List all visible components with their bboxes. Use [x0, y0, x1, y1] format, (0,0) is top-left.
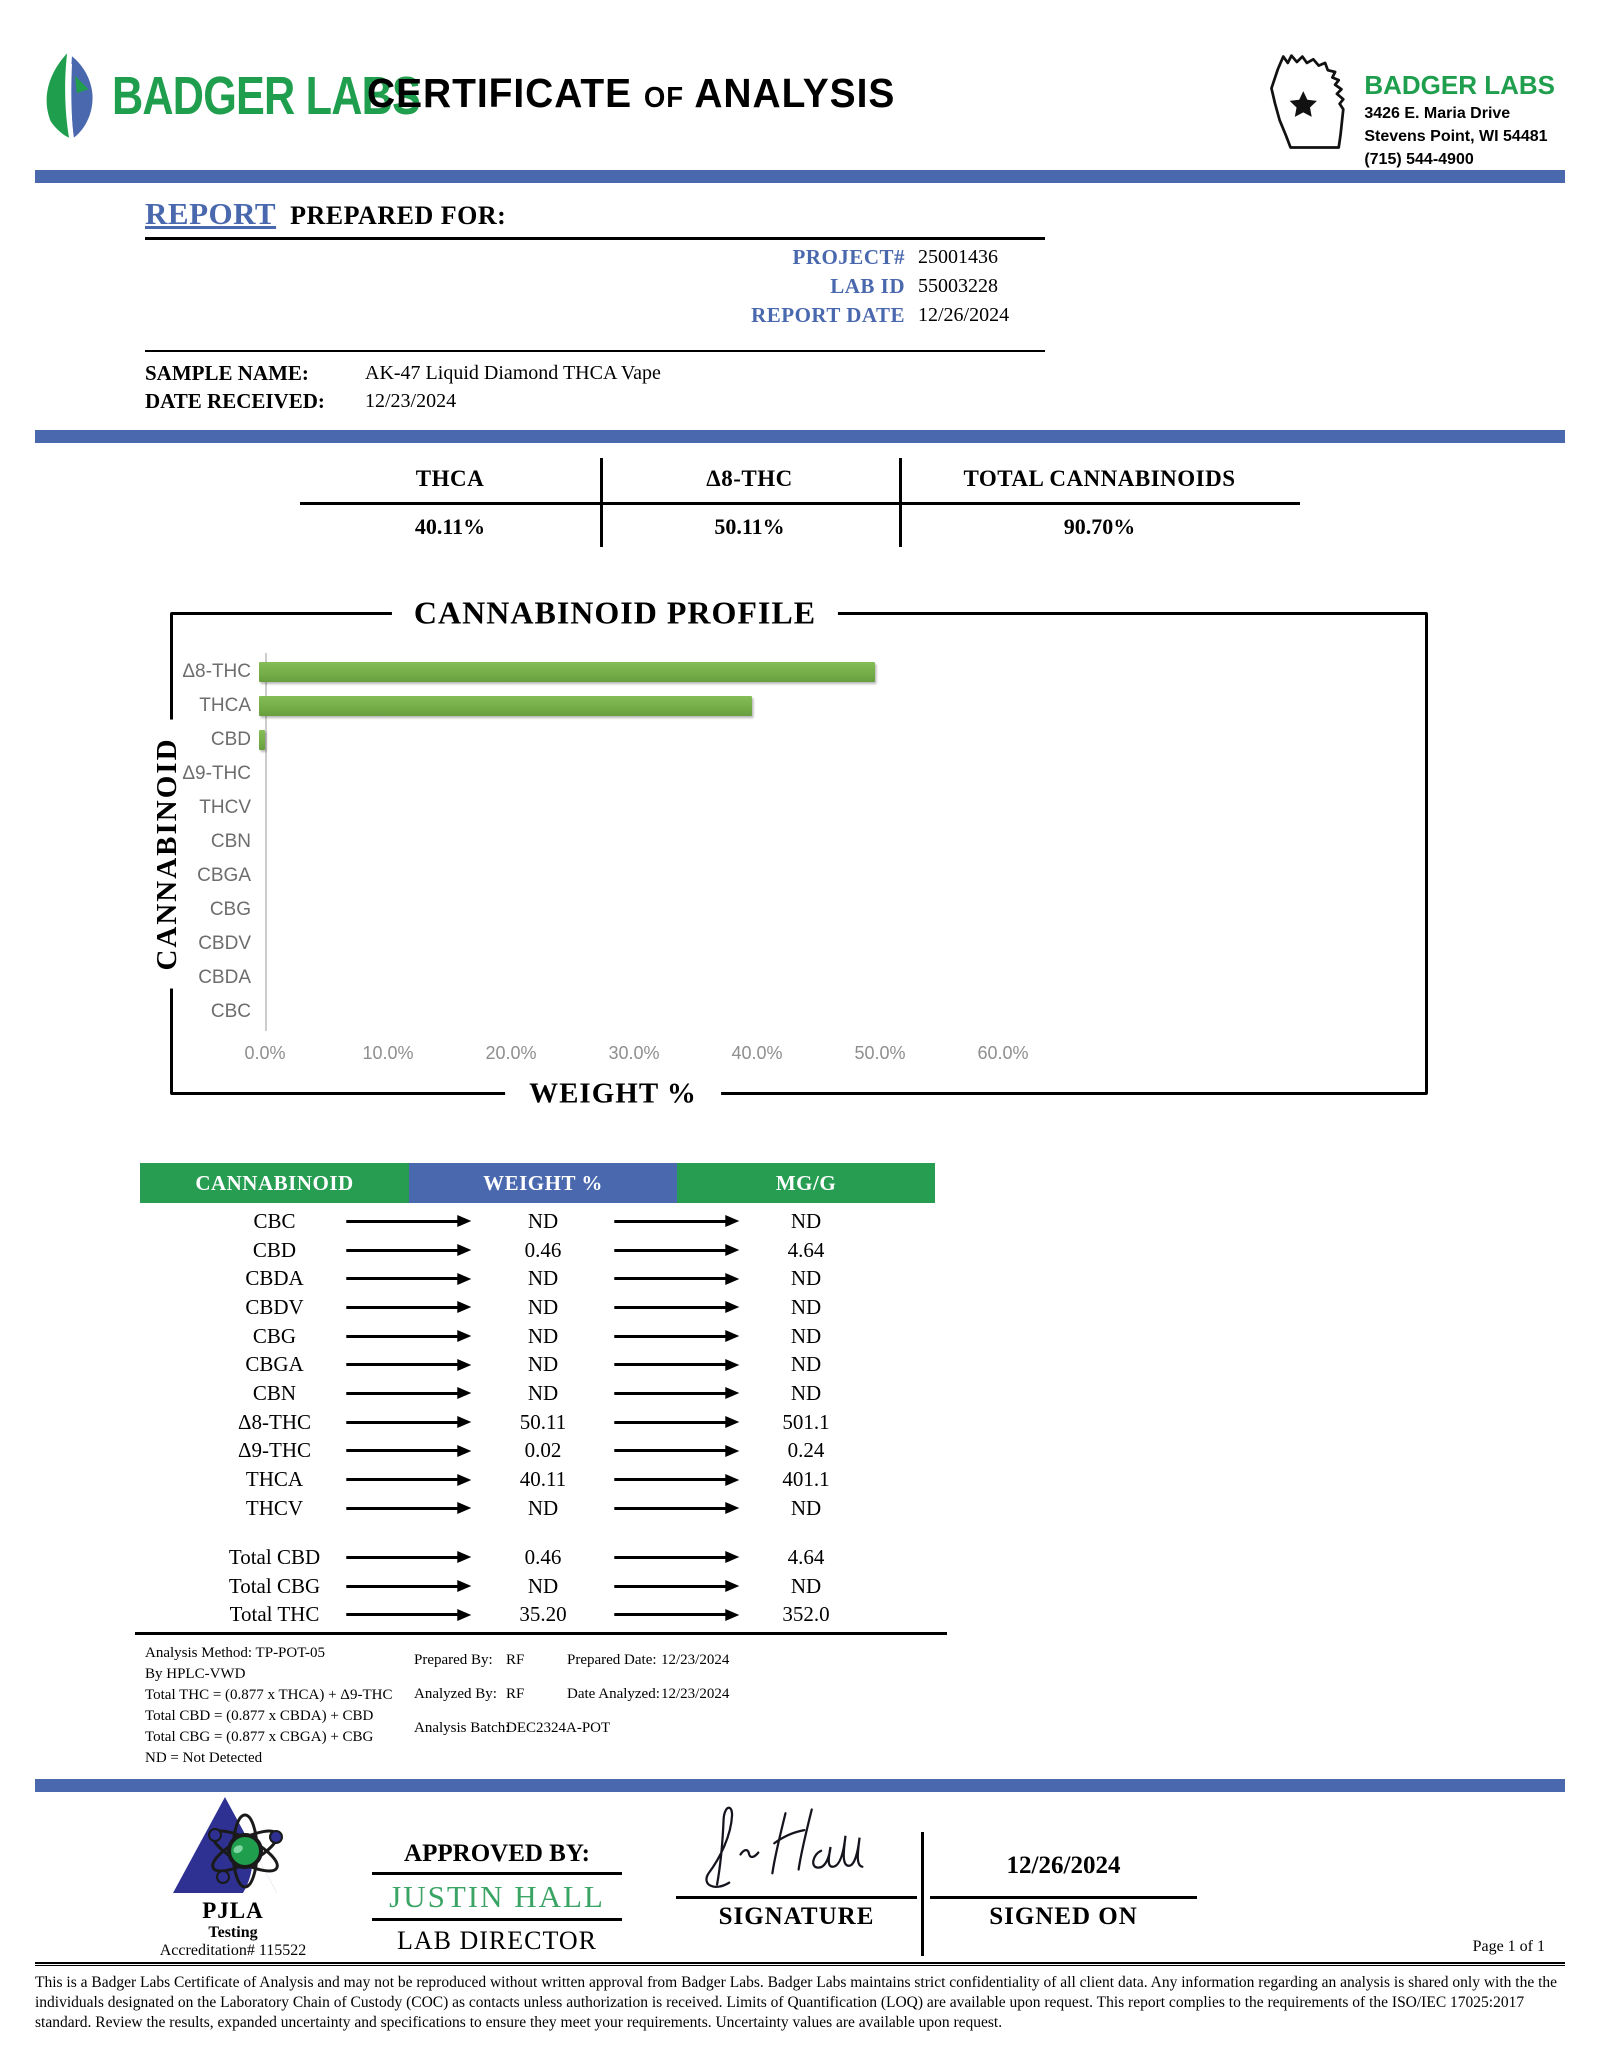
bar-row — [173, 927, 1273, 961]
results-row — [140, 1293, 935, 1322]
arrow-icon — [614, 1449, 726, 1452]
date-analyzed-label: Date Analyzed: — [567, 1686, 660, 1702]
results-row — [140, 1543, 935, 1572]
weight-value: 0.46 — [524, 1237, 562, 1262]
weight-value: ND — [527, 1573, 559, 1598]
arrow-icon — [614, 1613, 726, 1616]
analyzed-by-value: RF — [506, 1686, 525, 1702]
approved-by-label: APPROVED BY: — [372, 1840, 622, 1875]
analyte-name: Total THC — [229, 1602, 320, 1627]
method-note-line: ND = Not Detected — [145, 1750, 263, 1766]
arrow-icon — [614, 1556, 726, 1559]
bar-row — [173, 723, 1273, 757]
weight-value: 50.11 — [519, 1409, 567, 1434]
summary-table — [300, 456, 1300, 549]
mgg-value: 4.64 — [787, 1544, 825, 1569]
signed-on-label: SIGNED ON — [989, 1903, 1138, 1930]
arrow-icon — [346, 1335, 458, 1338]
bar-category-label: CBG — [209, 899, 251, 920]
signed-on-rule — [930, 1896, 1197, 1899]
chart-x-ticks — [244, 1043, 1065, 1067]
results-header-cell: CANNABINOID — [140, 1163, 409, 1203]
results-header-cell: MG/G — [677, 1163, 935, 1203]
report-field-label: REPORT DATE — [751, 303, 905, 327]
title-part2: ANALYSIS — [694, 70, 896, 116]
weight-value: 0.46 — [524, 1544, 562, 1569]
arrow-icon — [614, 1363, 726, 1366]
bar-track — [259, 723, 1273, 757]
mgg-value: 401.1 — [782, 1467, 830, 1492]
analyte-name: Δ8-THC — [238, 1409, 311, 1434]
analyte-name: Total CBG — [228, 1573, 321, 1598]
method-note-line: By HPLC-VWD — [145, 1666, 246, 1682]
results-row — [140, 1350, 935, 1379]
chart-bars — [173, 655, 1273, 1029]
accreditation-org: PJLA — [202, 1898, 264, 1923]
results-table-rows — [140, 1207, 935, 1523]
bar-category-label: CBC — [210, 1001, 251, 1022]
sample-name-row — [145, 359, 1045, 387]
sample-name-value: AK-47 Liquid Diamond THCA Vape — [365, 361, 661, 384]
sample-info — [145, 350, 1045, 415]
results-row — [140, 1408, 935, 1437]
arrow-icon — [614, 1220, 726, 1223]
analyte-name: CBDA — [245, 1266, 304, 1291]
chart-y-axis-label: CANNABINOID — [151, 719, 184, 988]
weight-value: ND — [527, 1323, 559, 1348]
weight-value: 35.20 — [519, 1602, 567, 1627]
weight-value: 0.02 — [524, 1438, 562, 1463]
lab-name: BADGER LABS — [1364, 70, 1555, 100]
bar-track — [259, 927, 1273, 961]
chart-x-axis-label: WEIGHT % — [505, 1077, 721, 1110]
approver-name: JUSTIN HALL — [372, 1875, 622, 1921]
signature-label: SIGNATURE — [718, 1903, 875, 1930]
results-table-header — [140, 1163, 935, 1203]
arrow-icon — [614, 1306, 726, 1309]
approver-title: LAB DIRECTOR — [396, 1926, 598, 1955]
lab-address-block — [1256, 46, 1555, 170]
analyte-name: CBGA — [245, 1352, 304, 1377]
arrow-icon — [346, 1478, 458, 1481]
mgg-value: ND — [790, 1380, 822, 1405]
analyzed-by-label: Analyzed By: — [414, 1686, 497, 1702]
bar-track — [259, 791, 1273, 825]
report-field-row — [595, 301, 1095, 330]
blue-divider-bar — [35, 1779, 1565, 1792]
accreditation-sub: Testing — [208, 1924, 258, 1941]
mgg-value: 0.24 — [787, 1438, 825, 1463]
arrow-icon — [614, 1249, 726, 1252]
signature-divider — [921, 1832, 924, 1956]
weight-value: ND — [527, 1266, 559, 1291]
analyte-name: CBC — [253, 1208, 296, 1233]
page-title — [367, 70, 895, 117]
bar-category-label: CBGA — [197, 865, 251, 886]
bar-category-label: CBN — [210, 831, 251, 852]
bar-track — [259, 893, 1273, 927]
analysis-batch-row — [145, 1720, 1045, 1742]
arrow-icon — [346, 1556, 458, 1559]
analysis-batch-value: DEC2324A-POT — [506, 1720, 611, 1736]
pjla-accreditation — [128, 1793, 338, 1960]
mgg-value: 501.1 — [782, 1409, 830, 1434]
mgg-value: ND — [790, 1352, 822, 1377]
results-header-cell: WEIGHT % — [409, 1163, 677, 1203]
pjla-logo-icon — [159, 1793, 307, 1897]
report-field-value: 55003228 — [918, 275, 998, 297]
arrow-icon — [614, 1507, 726, 1510]
results-row — [140, 1322, 935, 1351]
results-row — [140, 1572, 935, 1601]
footer-double-rule — [35, 1962, 1565, 1966]
prepared-row — [145, 1652, 1045, 1674]
lab-address-line2: Stevens Point, WI 54481 — [1364, 128, 1548, 145]
bar-category-label: Δ8-THC — [182, 661, 251, 682]
lab-phone: (715) 544-4900 — [1364, 151, 1474, 168]
prepared-for-label: PREPARED FOR: — [290, 201, 507, 230]
axis-tick-label: 0.0% — [244, 1043, 286, 1063]
analyte-name: CBN — [252, 1380, 297, 1405]
summary-column-divider — [899, 458, 902, 547]
lab-address-line1: 3426 E. Maria Drive — [1364, 105, 1511, 122]
results-row — [140, 1264, 935, 1293]
weight-value: ND — [527, 1208, 559, 1233]
accreditation-number: Accreditation# 115522 — [159, 1942, 307, 1959]
bar-category-label: CBDV — [198, 933, 251, 954]
summary-column-divider — [600, 458, 603, 547]
arrow-icon — [346, 1249, 458, 1252]
prepared-date-value: 12/23/2024 — [661, 1652, 730, 1668]
bar-row — [173, 757, 1273, 791]
prepared-date-label: Prepared Date: — [567, 1652, 657, 1668]
report-field-value: 25001436 — [918, 246, 998, 268]
results-row — [140, 1465, 935, 1494]
mgg-value: ND — [790, 1294, 822, 1319]
arrow-icon — [614, 1585, 726, 1588]
axis-tick-label: 40.0% — [731, 1043, 783, 1063]
arrow-icon — [614, 1277, 726, 1280]
arrow-icon — [614, 1335, 726, 1338]
bar-track — [259, 961, 1273, 995]
results-row — [140, 1437, 935, 1466]
mgg-value: ND — [790, 1495, 822, 1520]
analysis-batch-label: Analysis Batch: — [414, 1720, 510, 1736]
mgg-value: ND — [790, 1266, 822, 1291]
date-received-row — [145, 387, 1045, 415]
arrow-icon — [614, 1478, 726, 1481]
weight-value: 40.11 — [519, 1467, 567, 1492]
summary-col-value: 50.11% — [714, 514, 785, 539]
analyte-name: Δ9-THC — [238, 1438, 311, 1463]
arrow-icon — [346, 1421, 458, 1424]
results-row — [140, 1494, 935, 1523]
analyte-name: THCV — [245, 1495, 304, 1520]
summary-col-value: 90.70% — [1063, 514, 1136, 539]
bar-track — [259, 825, 1273, 859]
axis-tick-label: 20.0% — [485, 1043, 537, 1063]
mgg-value: 352.0 — [782, 1602, 830, 1627]
analyte-name: CBG — [252, 1323, 297, 1348]
analyzed-row — [145, 1686, 1045, 1708]
bar-row — [173, 791, 1273, 825]
axis-tick-label: 50.0% — [854, 1043, 906, 1063]
date-received-label: DATE RECEIVED: — [145, 388, 325, 413]
report-prepared-heading — [145, 196, 1045, 240]
results-row — [140, 1236, 935, 1265]
results-row — [140, 1379, 935, 1408]
summary-col-header: THCA — [415, 466, 485, 491]
analyte-name: CBDV — [245, 1294, 304, 1319]
mgg-value: ND — [790, 1573, 822, 1598]
sample-name-label: SAMPLE NAME: — [145, 360, 309, 385]
bar-row — [173, 893, 1273, 927]
arrow-icon — [614, 1392, 726, 1395]
footer-disclaimer: This is a Badger Labs Certificate of Analysis and may not be reproduced without written approval from Badger Labs. Badger Labs maintains strict confidentiality of all client data. Any information regarding an analysis is shared only with the the individuals designated on the Laboratory Chain of Custody (COC) as contacts unless authorization is received. Limits of Quantification (LOQ) are available upon request. This report complies to the requirements of the ISO/IEC 17025:2017 standard. Review the results, expanded uncertainty and specifications to ensure they meet your requirements. Uncertainty values are available upon request. — [35, 1974, 1558, 2032]
summary-col-header: Δ8-THC — [706, 466, 793, 491]
weight-value: ND — [527, 1294, 559, 1319]
page-number: Page 1 of 1 — [1472, 1938, 1545, 1955]
mgg-value: ND — [790, 1208, 822, 1233]
analyte-name: THCA — [245, 1467, 304, 1492]
bar-row — [173, 689, 1273, 723]
title-of: OF — [643, 82, 685, 114]
bar-row — [173, 961, 1273, 995]
title-part1: CERTIFICATE — [367, 70, 633, 116]
weight-value: ND — [527, 1495, 559, 1520]
axis-tick-label: 30.0% — [608, 1043, 660, 1063]
report-field-value: 12/26/2024 — [918, 304, 1010, 326]
bar-category-label: THCA — [199, 695, 251, 716]
bar — [259, 730, 265, 750]
signature-image — [688, 1800, 913, 1894]
method-note-line: Analysis Method: TP-POT-05 — [145, 1645, 326, 1661]
results-row — [140, 1600, 935, 1629]
weight-value: ND — [527, 1380, 559, 1405]
signature-rule — [676, 1896, 917, 1899]
method-note-line: Total CBG = (0.877 x CBGA) + CBG — [145, 1729, 374, 1745]
lab-info — [1364, 46, 1555, 170]
arrow-icon — [346, 1392, 458, 1395]
arrow-icon — [346, 1277, 458, 1280]
report-field-row — [595, 272, 1095, 301]
summary-col-header: TOTAL CANNABINOIDS — [963, 466, 1236, 491]
results-table-bottom-rule — [135, 1632, 947, 1635]
bar-track — [259, 655, 1273, 689]
arrow-icon — [346, 1449, 458, 1452]
report-field-row — [595, 243, 1095, 272]
bar-track — [259, 995, 1273, 1029]
report-field-label: LAB ID — [830, 274, 905, 298]
signed-on-date: 12/26/2024 — [1006, 1852, 1121, 1879]
report-fields — [595, 243, 1095, 330]
bar-category-label: CBD — [210, 729, 251, 750]
bar-category-label: Δ9-THC — [182, 763, 251, 784]
arrow-icon — [346, 1220, 458, 1223]
bar — [259, 696, 752, 716]
analyte-name: CBD — [252, 1237, 297, 1262]
cannabinoid-profile-chart — [151, 594, 1428, 1110]
bar-row — [173, 995, 1273, 1029]
summary-col-value: 40.11% — [414, 514, 486, 539]
method-note-line: Total THC = (0.877 x THCA) + Δ9-THC — [145, 1687, 393, 1703]
axis-tick-label: 60.0% — [977, 1043, 1029, 1063]
method-note-line: Total CBD = (0.877 x CBDA) + CBD — [145, 1708, 374, 1724]
approved-by-block — [372, 1840, 622, 1956]
bar-row — [173, 655, 1273, 689]
leaf-icon — [40, 50, 102, 142]
date-analyzed-value: 12/23/2024 — [661, 1686, 730, 1702]
arrow-icon — [346, 1507, 458, 1510]
mgg-value: 4.64 — [787, 1237, 825, 1262]
wisconsin-map-icon — [1256, 46, 1356, 158]
bar-row — [173, 859, 1273, 893]
bar — [259, 662, 875, 682]
results-row — [140, 1207, 935, 1236]
bar-track — [259, 859, 1273, 893]
document-header — [35, 38, 1565, 168]
arrow-icon — [346, 1613, 458, 1616]
mgg-value: ND — [790, 1323, 822, 1348]
arrow-icon — [346, 1585, 458, 1588]
report-heading-word: REPORT — [145, 196, 277, 231]
bar-track — [259, 757, 1273, 791]
arrow-icon — [346, 1363, 458, 1366]
bar-row — [173, 825, 1273, 859]
blue-divider-bar — [35, 170, 1565, 183]
arrow-icon — [346, 1306, 458, 1309]
bar-category-label: THCV — [199, 797, 251, 818]
bar-track — [259, 689, 1273, 723]
brand-wordmark: BADGER LABS — [112, 66, 421, 126]
bar-category-label: CBDA — [198, 967, 251, 988]
analyte-name: Total CBD — [228, 1544, 321, 1569]
date-received-value: 12/23/2024 — [365, 389, 457, 412]
report-field-label: PROJECT# — [792, 245, 905, 269]
prepared-by-value: RF — [506, 1652, 525, 1668]
chart-title: CANNABINOID PROFILE — [392, 594, 838, 631]
axis-tick-label: 10.0% — [362, 1043, 414, 1063]
prepared-by-label: Prepared By: — [414, 1652, 493, 1668]
results-table-totals — [140, 1543, 935, 1629]
weight-value: ND — [527, 1352, 559, 1377]
blue-divider-bar — [35, 430, 1565, 443]
arrow-icon — [614, 1421, 726, 1424]
